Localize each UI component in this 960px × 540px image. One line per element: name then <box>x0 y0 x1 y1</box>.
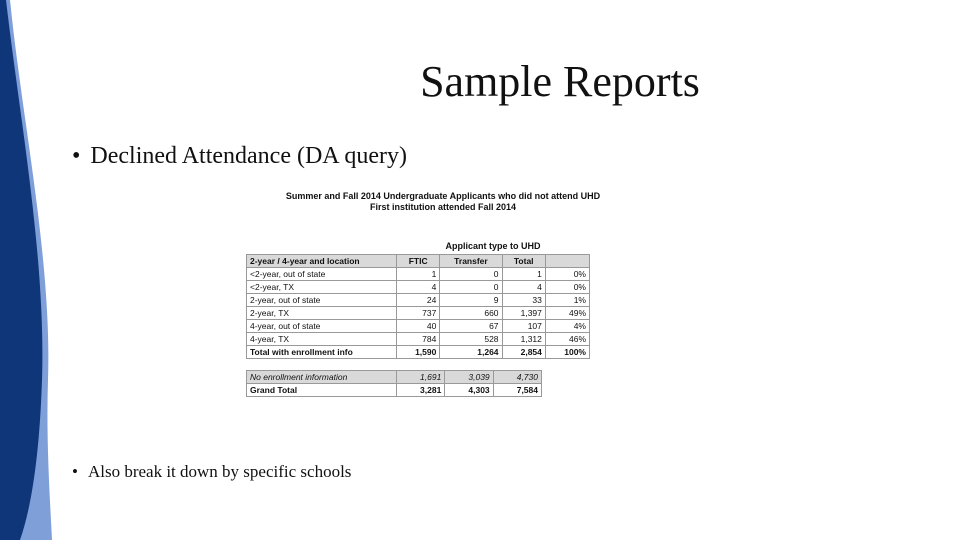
table-cell: 4,303 <box>445 384 493 397</box>
table-row <box>247 294 590 307</box>
report-subtitle: First institution attended Fall 2014 <box>369 202 517 212</box>
table-cell: 0% <box>545 281 589 294</box>
table-cell: <2-year, out of state <box>247 268 397 281</box>
table-row <box>247 268 590 281</box>
table-cell: 107 <box>502 320 545 333</box>
header-cell: 2-year / 4-year and location <box>247 255 397 268</box>
table-cell: 1,264 <box>440 346 502 359</box>
table-cell: 46% <box>545 333 589 346</box>
table-cell: Grand Total <box>247 384 397 397</box>
total-row <box>247 346 590 359</box>
table-cell: 4 <box>502 281 545 294</box>
table-cell: 0% <box>545 268 589 281</box>
table-cell: 100% <box>545 346 589 359</box>
slide-title: Sample Reports <box>420 57 700 106</box>
bullet-dot: • <box>72 143 81 169</box>
table-cell: 67 <box>440 320 502 333</box>
table-cell: 4 <box>397 281 440 294</box>
table-row <box>247 333 590 346</box>
table-cell: 7,584 <box>493 384 541 397</box>
table-cell: 4-year, out of state <box>247 320 397 333</box>
table-cell: 0 <box>440 281 502 294</box>
table-cell: 1 <box>397 268 440 281</box>
table-cell: 1,590 <box>397 346 440 359</box>
bullet-dot: • <box>72 462 78 481</box>
table-cell: 2-year, out of state <box>247 294 397 307</box>
table-cell: 2-year, TX <box>247 307 397 320</box>
table-cell: 1,691 <box>397 371 445 384</box>
no-enrollment-row <box>247 371 542 384</box>
bullet-text: Declined Attendance (DA query) <box>90 143 407 169</box>
header-cell <box>545 255 589 268</box>
table-cell: 737 <box>397 307 440 320</box>
grand-total-row <box>247 384 542 397</box>
table-cell: Total with enrollment info <box>247 346 397 359</box>
table-cell: 784 <box>397 333 440 346</box>
enrollment-table <box>246 254 590 359</box>
bullet-text: Also break it down by specific schools <box>87 462 352 481</box>
table-cell: 3,281 <box>397 384 445 397</box>
bullet-break-down-schools <box>72 462 351 482</box>
table-cell: 1 <box>502 268 545 281</box>
table-cell: 24 <box>397 294 440 307</box>
table-cell: 40 <box>397 320 440 333</box>
table-cell: 1,397 <box>502 307 545 320</box>
header-cell: Total <box>502 255 545 268</box>
table-row <box>247 307 590 320</box>
table-header-row <box>247 255 590 268</box>
grand-total-table <box>246 370 542 397</box>
table-cell: 2,854 <box>502 346 545 359</box>
table-cell: No enrollment information <box>247 371 397 384</box>
table-cell: 660 <box>440 307 502 320</box>
table-row <box>247 281 590 294</box>
table-cell: 4,730 <box>493 371 541 384</box>
header-cell: Transfer <box>440 255 502 268</box>
bullet-declined-attendance <box>72 143 407 170</box>
table-cell: 1,312 <box>502 333 545 346</box>
table-cell: 528 <box>440 333 502 346</box>
header-cell: FTIC <box>397 255 440 268</box>
table-cell: 0 <box>440 268 502 281</box>
table-cell: 4% <box>545 320 589 333</box>
table-cell: <2-year, TX <box>247 281 397 294</box>
table-cell: 33 <box>502 294 545 307</box>
table-row <box>247 320 590 333</box>
table-cell: 1% <box>545 294 589 307</box>
table-cell: 9 <box>440 294 502 307</box>
report-title: Summer and Fall 2014 Undergraduate Applicants who did not attend UHD <box>285 191 601 201</box>
table-cell: 3,039 <box>445 371 493 384</box>
table-cell: 4-year, TX <box>247 333 397 346</box>
table-cell: 49% <box>545 307 589 320</box>
applicant-type-header: Applicant type to UHD <box>445 241 541 251</box>
